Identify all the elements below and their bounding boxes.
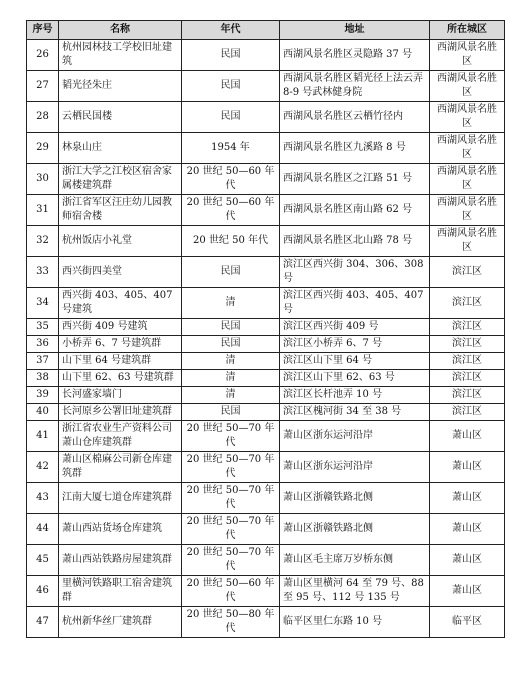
cell-address: 西湖风景名胜区北山路 78 号 (280, 226, 430, 257)
cell-name: 山下里 62、63 号建筑群 (59, 370, 182, 387)
table-row (27, 336, 505, 353)
header-name: 名称 (59, 21, 182, 40)
cell-address: 滨江区槐河街 34 至 38 号 (280, 404, 430, 421)
cell-era: 20 世纪 50—70 年代 (182, 483, 280, 514)
cell-district: 萧山区 (430, 483, 505, 514)
table-row (27, 483, 505, 514)
cell-address: 滨江区长杆池弄 10 号 (280, 387, 430, 404)
cell-name: 小桥弄 6、7 号建筑群 (59, 336, 182, 353)
cell-address: 滨江区西兴街 403、405、407 号 (280, 288, 430, 319)
cell-district: 西湖风景名胜区 (430, 164, 505, 195)
cell-era: 民国 (182, 40, 280, 71)
cell-no: 42 (27, 452, 59, 483)
cell-no: 44 (27, 514, 59, 545)
table-row (27, 607, 505, 638)
cell-name: 长河盛家墙门 (59, 387, 182, 404)
cell-era: 民国 (182, 404, 280, 421)
cell-no: 37 (27, 353, 59, 370)
cell-no: 46 (27, 576, 59, 607)
cell-name: 浙江大学之江校区宿舍家属楼建筑群 (59, 164, 182, 195)
cell-district: 西湖风景名胜区 (430, 102, 505, 133)
header-era: 年代 (182, 21, 280, 40)
cell-district: 滨江区 (430, 353, 505, 370)
cell-era: 20 世纪 50 年代 (182, 226, 280, 257)
cell-era: 20 世纪 50—70 年代 (182, 545, 280, 576)
cell-district: 滨江区 (430, 336, 505, 353)
cell-name: 杭州园林技工学校旧址建筑 (59, 40, 182, 71)
cell-district: 西湖风景名胜区 (430, 71, 505, 102)
cell-name: 萧山西站货场仓库建筑 (59, 514, 182, 545)
cell-name: 长河原乡公署旧址建筑群 (59, 404, 182, 421)
cell-era: 20 世纪 50—60 年代 (182, 576, 280, 607)
cell-name: 西兴街 403、405、407 号建筑 (59, 288, 182, 319)
cell-district: 西湖风景名胜区 (430, 133, 505, 164)
header-district: 所在城区 (430, 21, 505, 40)
cell-address: 西湖风景名胜区云栖竹径内 (280, 102, 430, 133)
cell-name: 西兴街 409 号建筑 (59, 319, 182, 336)
cell-address: 西湖风景名胜区九溪路 8 号 (280, 133, 430, 164)
heritage-table (26, 20, 505, 638)
cell-name: 江南大厦七道仓库建筑群 (59, 483, 182, 514)
cell-no: 47 (27, 607, 59, 638)
cell-address: 滨江区小桥弄 6、7 号 (280, 336, 430, 353)
cell-address: 西湖风景名胜区南山路 62 号 (280, 195, 430, 226)
cell-district: 滨江区 (430, 387, 505, 404)
cell-era: 20 世纪 50—70 年代 (182, 421, 280, 452)
cell-era: 清 (182, 387, 280, 404)
cell-era: 民国 (182, 257, 280, 288)
cell-district: 临平区 (430, 607, 505, 638)
cell-address: 萧山区里横河 64 至 79 号、88 至 95 号、112 号 135 号 (280, 576, 430, 607)
cell-no: 35 (27, 319, 59, 336)
table-row (27, 226, 505, 257)
cell-no: 40 (27, 404, 59, 421)
cell-era: 清 (182, 370, 280, 387)
cell-era: 20 世纪 50—60 年代 (182, 195, 280, 226)
table-row (27, 195, 505, 226)
cell-name: 韬光径朱庄 (59, 71, 182, 102)
cell-no: 29 (27, 133, 59, 164)
table-row (27, 319, 505, 336)
cell-no: 31 (27, 195, 59, 226)
cell-no: 39 (27, 387, 59, 404)
cell-era: 20 世纪 50—70 年代 (182, 452, 280, 483)
cell-no: 27 (27, 71, 59, 102)
cell-address: 滨江区西兴街 409 号 (280, 319, 430, 336)
cell-address: 萧山区浙赣铁路北侧 (280, 483, 430, 514)
cell-no: 26 (27, 40, 59, 71)
cell-address: 西湖风景名胜区之江路 51 号 (280, 164, 430, 195)
table-header-row (27, 21, 505, 40)
cell-name: 里横河铁路职工宿舍建筑群 (59, 576, 182, 607)
table-row (27, 353, 505, 370)
table-row (27, 288, 505, 319)
cell-era: 20 世纪 50—80 年代 (182, 607, 280, 638)
cell-no: 33 (27, 257, 59, 288)
cell-era: 清 (182, 288, 280, 319)
cell-no: 36 (27, 336, 59, 353)
table-row (27, 514, 505, 545)
cell-address: 滨江区山下里 62、63 号 (280, 370, 430, 387)
table-row (27, 257, 505, 288)
cell-address: 萧山区毛主席万岁桥东侧 (280, 545, 430, 576)
cell-district: 滨江区 (430, 370, 505, 387)
cell-name: 云栖民国楼 (59, 102, 182, 133)
cell-address: 萧山区浙赣铁路北侧 (280, 514, 430, 545)
cell-no: 43 (27, 483, 59, 514)
table-row (27, 370, 505, 387)
cell-district: 西湖风景名胜区 (430, 226, 505, 257)
cell-name: 林泉山庄 (59, 133, 182, 164)
cell-district: 滨江区 (430, 319, 505, 336)
cell-era: 1954 年 (182, 133, 280, 164)
cell-district: 萧山区 (430, 421, 505, 452)
cell-no: 41 (27, 421, 59, 452)
table-row (27, 421, 505, 452)
cell-district: 萧山区 (430, 576, 505, 607)
table-row (27, 387, 505, 404)
cell-name: 萧山区棉麻公司新仓库建筑群 (59, 452, 182, 483)
cell-address: 西湖风景名胜区灵隐路 37 号 (280, 40, 430, 71)
table-row (27, 40, 505, 71)
cell-name: 杭州饭店小礼堂 (59, 226, 182, 257)
cell-name: 浙江省农业生产资料公司萧山仓库建筑群 (59, 421, 182, 452)
cell-address: 滨江区西兴街 304、306、308 号 (280, 257, 430, 288)
cell-district: 滨江区 (430, 288, 505, 319)
table-row (27, 404, 505, 421)
cell-no: 38 (27, 370, 59, 387)
cell-district: 滨江区 (430, 257, 505, 288)
cell-no: 45 (27, 545, 59, 576)
document-page (26, 20, 504, 638)
cell-address: 临平区里仁东路 10 号 (280, 607, 430, 638)
cell-no: 34 (27, 288, 59, 319)
cell-no: 32 (27, 226, 59, 257)
table-row (27, 576, 505, 607)
cell-district: 滨江区 (430, 404, 505, 421)
table-row (27, 71, 505, 102)
header-no: 序号 (27, 21, 59, 40)
cell-no: 30 (27, 164, 59, 195)
cell-era: 20 世纪 50—60 年代 (182, 164, 280, 195)
cell-name: 浙江省军区汪庄幼儿园教师宿舍楼 (59, 195, 182, 226)
cell-district: 萧山区 (430, 514, 505, 545)
cell-name: 萧山西站铁路房屋建筑群 (59, 545, 182, 576)
cell-era: 清 (182, 353, 280, 370)
cell-name: 杭州新华丝厂建筑群 (59, 607, 182, 638)
cell-address: 西湖风景名胜区韬光径上法云弄 8-9 号武林健身院 (280, 71, 430, 102)
cell-district: 西湖风景名胜区 (430, 40, 505, 71)
cell-era: 民国 (182, 71, 280, 102)
table-row (27, 102, 505, 133)
cell-era: 民国 (182, 319, 280, 336)
cell-name: 西兴街四美堂 (59, 257, 182, 288)
cell-district: 萧山区 (430, 545, 505, 576)
table-row (27, 164, 505, 195)
cell-address: 萧山区浙东运河沿岸 (280, 421, 430, 452)
cell-era: 20 世纪 50—70 年代 (182, 514, 280, 545)
cell-era: 民国 (182, 336, 280, 353)
cell-era: 民国 (182, 102, 280, 133)
table-row (27, 133, 505, 164)
cell-address: 滨江区山下里 64 号 (280, 353, 430, 370)
cell-district: 西湖风景名胜区 (430, 195, 505, 226)
cell-address: 萧山区浙东运河沿岸 (280, 452, 430, 483)
cell-name: 山下里 64 号建筑群 (59, 353, 182, 370)
header-address: 地址 (280, 21, 430, 40)
cell-district: 萧山区 (430, 452, 505, 483)
cell-no: 28 (27, 102, 59, 133)
table-row (27, 545, 505, 576)
table-row (27, 452, 505, 483)
